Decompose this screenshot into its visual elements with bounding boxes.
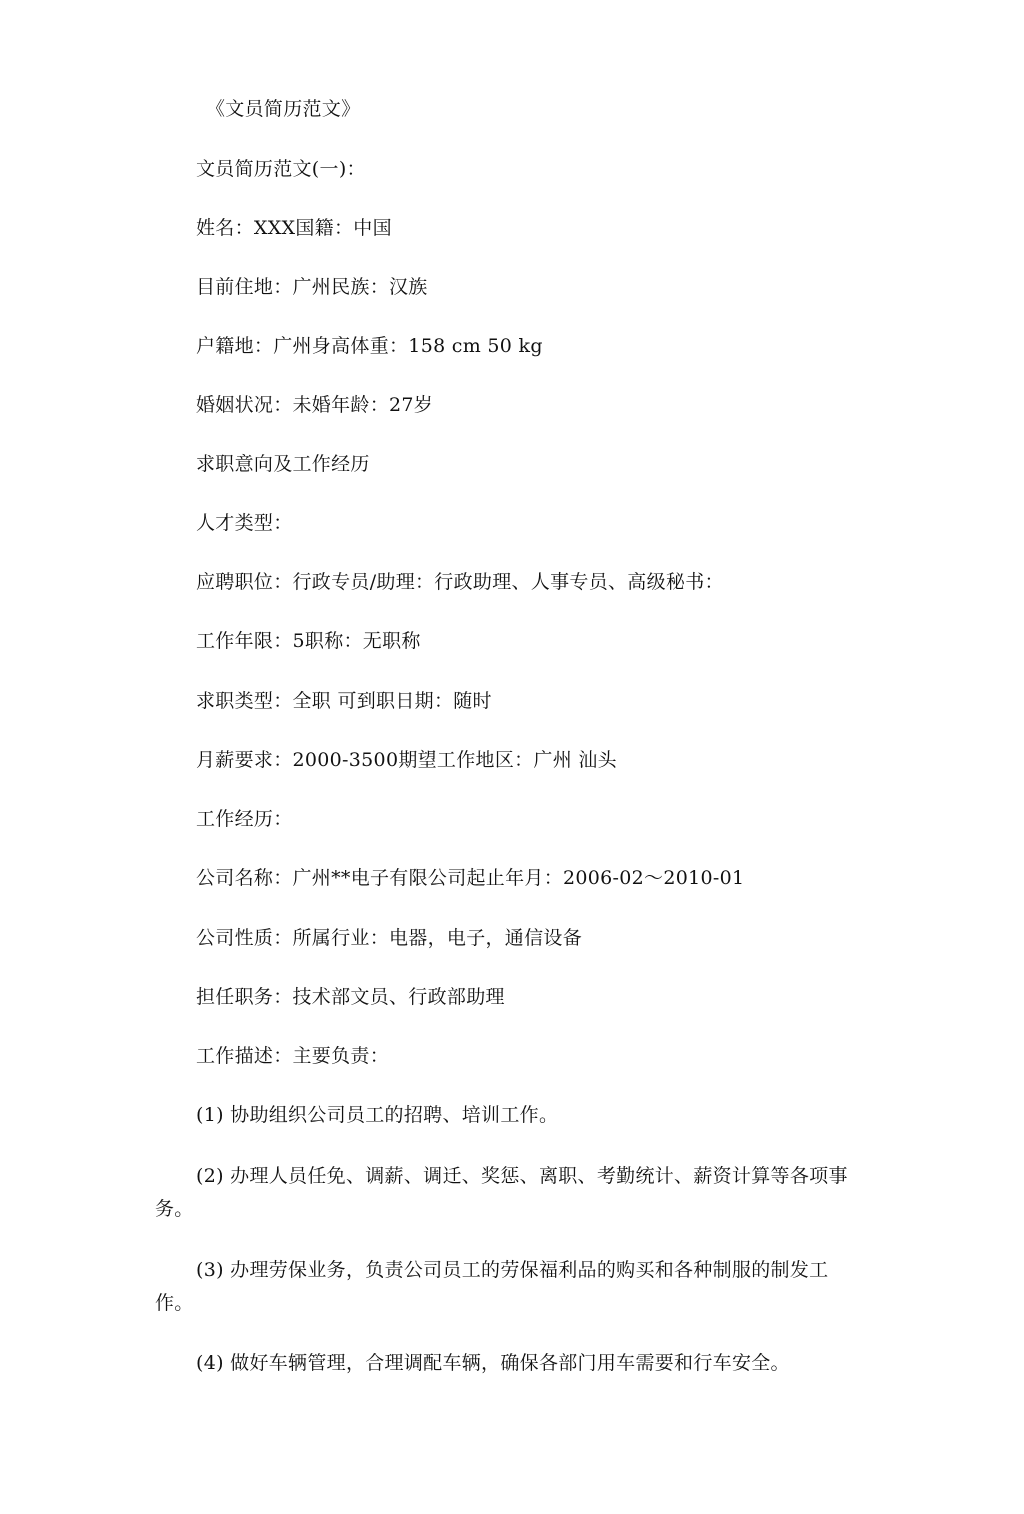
list-item: (4) 做好车辆管理，合理调配车辆，确保各部门用车需要和行车安全。 — [196, 1352, 790, 1374]
list-item-line: (2) 办理人员任免、调薪、调迁、奖惩、离职、考勤统计、薪资计算等各项事 — [196, 1165, 848, 1187]
paragraph-line: 工作描述：主要负责： — [196, 1045, 390, 1067]
section-heading: 文员简历范文(一)： — [196, 158, 366, 180]
paragraph-line: 求职类型：全职 可到职日期：随时 — [196, 690, 492, 712]
paragraph-line: 姓名：XXX国籍：中国 — [196, 217, 392, 239]
section-heading: 求职意向及工作经历 — [196, 453, 370, 475]
document-title: 《文员简历范文》 — [206, 98, 361, 120]
paragraph-line: 公司性质：所属行业：电器，电子，通信设备 — [196, 927, 583, 949]
section-heading: 工作经历： — [196, 808, 293, 830]
paragraph-line: 应聘职位：行政专员/助理：行政助理、人事专员、高级秘书： — [196, 571, 724, 593]
list-item-line: (3) 办理劳保业务，负责公司员工的劳保福利品的购买和各种制服的制发工 — [196, 1259, 829, 1281]
paragraph-line: 月薪要求：2000-3500期望工作地区：广州 汕头 — [196, 749, 617, 771]
list-item-continuation: 务。 — [155, 1198, 194, 1220]
paragraph-line: 工作年限：5职称：无职称 — [196, 630, 421, 652]
paragraph-line: 担任职务：技术部文员、行政部助理 — [196, 986, 505, 1008]
paragraph-line: 公司名称：广州**电子有限公司起止年月：2006-02～2010-01 — [196, 867, 745, 889]
list-item-continuation: 作。 — [155, 1292, 194, 1314]
paragraph-line: 人才类型： — [196, 512, 293, 534]
paragraph-line: 婚姻状况：未婚年龄：27岁 — [196, 394, 434, 416]
list-item: (1) 协助组织公司员工的招聘、培训工作。 — [196, 1104, 559, 1126]
paragraph-line: 目前住地：广州民族：汉族 — [196, 276, 428, 298]
paragraph-line: 户籍地：广州身高体重：158 cm 50 kg — [196, 335, 543, 357]
